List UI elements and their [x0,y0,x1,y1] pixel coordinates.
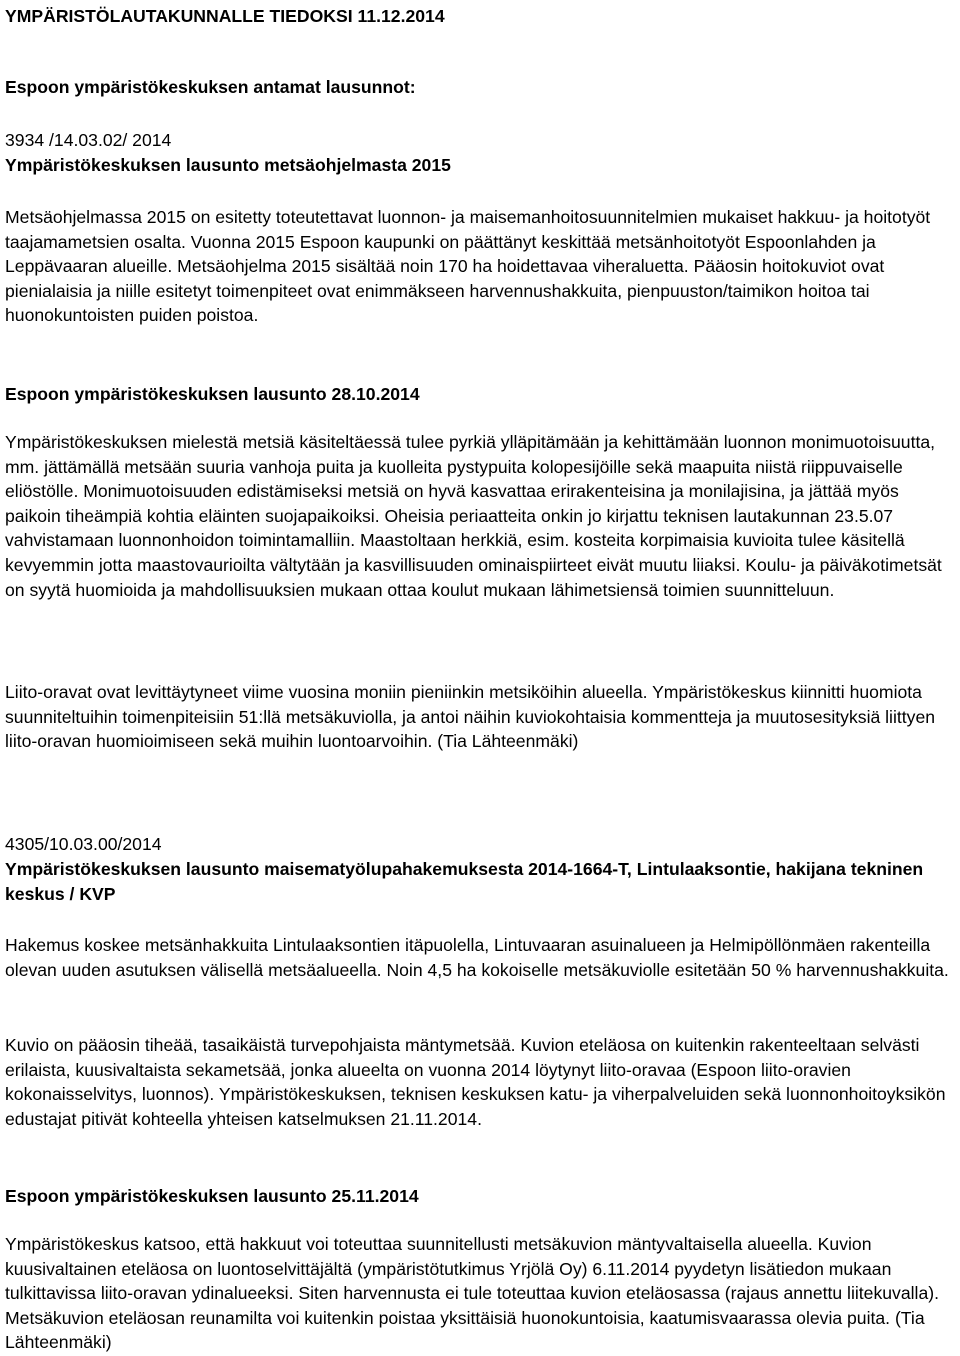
item1-title: Ympäristökeskuksen lausunto metsäohjelmasta 2015 [5,155,451,175]
item1-paragraph-3: Liito-oravat ovat levittäytyneet viime vuosina moniin pieniinkin metsiköihin alueella. Ympäristökeskus kiinnitti huomiota suunniteltuihin toimenpiteisiin 51:llä metsäkuviolla, ja antoi näihin kuviokohtaisia kommentteja ja muutosesityksiä liittyen liito-oravan huomioimiseen sekä muihin luontoarvoihin. (Tia Lähteenmäki) [5,682,936,752]
item2-paragraph-3: Ympäristökeskus katsoo, että hakkuut voi toteuttaa suunnitellusti metsäkuvion mäntyvaltaisella alueella. Kuvion kuusivaltainen eteläosa on luontoselvittäjältä (ympäristötutkimus Yrjölä Oy) 6.11.2014 pyydetyn lisätiedon mukaan tulkittavissa liito-oravan ydinalueeksi. Siten harvennusta ei tule toteuttaa kuvion eteläosassa (rajaus annettu liitekuvalla). Metsäkuvion eteläosan reunamilta voi kuitenkin poistaa yksittäisiä huonokuntoisia, kaatumisvaarassa olevia puita. (Tia Lähteenmäki) [5,1234,939,1353]
item1-paragraph-1: Metsäohjelmassa 2015 on esitetty toteutettavat luonnon- ja maisemanhoitosuunnitelmien mukaiset hakkuu- ja hoitotyöt taajamametsien osalta. Vuonna 2015 Espoon kaupunki on päättänyt keskittää metsänhoitotyöt Espoonlahden ja Leppävaaran alueille. Metsäohjelma 2015 sisältää noin 170 ha hoidettavaa viheraluetta. Pääosin hoitokuviot ovat pienialaisia ja niille esitetyt toimenpiteet ovat enimmäkseen harvennushakkuita, pienpuuston/taimikon hoitoa tai huonokuntoisten puiden poistoa. [5,207,931,326]
item1-number: 3934 /14.03.02/ 2014 [5,130,172,150]
document-subtitle: Espoon ympäristökeskuksen antamat lausunnot: [5,77,416,97]
item2-paragraph-1: Hakemus koskee metsänhakkuita Lintulaaksontien itäpuolella, Lintuvaaran asuinalueen ja Helmipöllönmäen rakenteilla olevan uuden asutuksen välisellä metsäalueella. Noin 4,5 ha kokoiselle metsäkuviolle esitetään 50 % harvennushakkuita. [5,935,949,980]
item2-paragraph-2: Kuvio on pääosin tiheää, tasaikäistä turvepohjaista mäntymetsää. Kuvion eteläosa on kuitenkin rakenteeltaan selvästi erilaista, kuusivaltaista sekametsää, jonka alueelta on vuonna 2014 löytynyt liito-oravaa (Espoon liito-oravien kokonaisselvitys, luonnos). Ympäristökeskuksen, teknisen keskuksen katu- ja viherpalveluiden sekä luonnonhoitoyksikön edustajat pitivät kohteella yhteisen katselmuksen 21.11.2014. [5,1035,946,1129]
item1-statement-heading: Espoon ympäristökeskuksen lausunto 28.10.2014 [5,384,420,404]
item1-paragraph-2: Ympäristökeskuksen mielestä metsiä käsiteltäessä tulee pyrkiä ylläpitämään ja kehittämään luonnon monimuotoisuutta, mm. jättämällä metsään suuria vanhoja puita ja kuolleita pystypuita kolopesijöille sekä maapuita niistä riippuvaiselle eliöstölle. Monimuotoisuuden edistämiseksi metsiä on hyvä kasvattaa erirakenteisina ja monilajisina, ja jättää myös paikoin tiheämpiä kohtia eläinten suojapaikoiksi. Oheisia periaatteita onkin jo kirjattu teknisen lautakunnan 23.5.07 vahvistamaan luonnonhoidon toimintamalliin. Maastoltaan herkkiä, esim. kosteita korpimaisia kuvioita tulee käsitellä kevyemmin jotta maastovaurioilta vältytään ja kasvillisuuden ominaispiirteet eivät muutu liiaksi. Koulu- ja päiväkotimetsät on syytä huomioida ja mahdollisuuksien mukaan ottaa koulut mukaan lähimetsiensä toimien suunnitteluun. [5,432,942,600]
item2-statement-heading: Espoon ympäristökeskuksen lausunto 25.11.2014 [5,1186,419,1206]
item2-number: 4305/10.03.00/2014 [5,834,162,854]
item2-title: Ympäristökeskuksen lausunto maisematyölupahakemuksesta 2014-1664-T, Lintulaaksontie, hakijana tekninen keskus / KVP [5,859,924,904]
document-title: YMPÄRISTÖLAUTAKUNNALLE TIEDOKSI 11.12.2014 [5,6,445,26]
